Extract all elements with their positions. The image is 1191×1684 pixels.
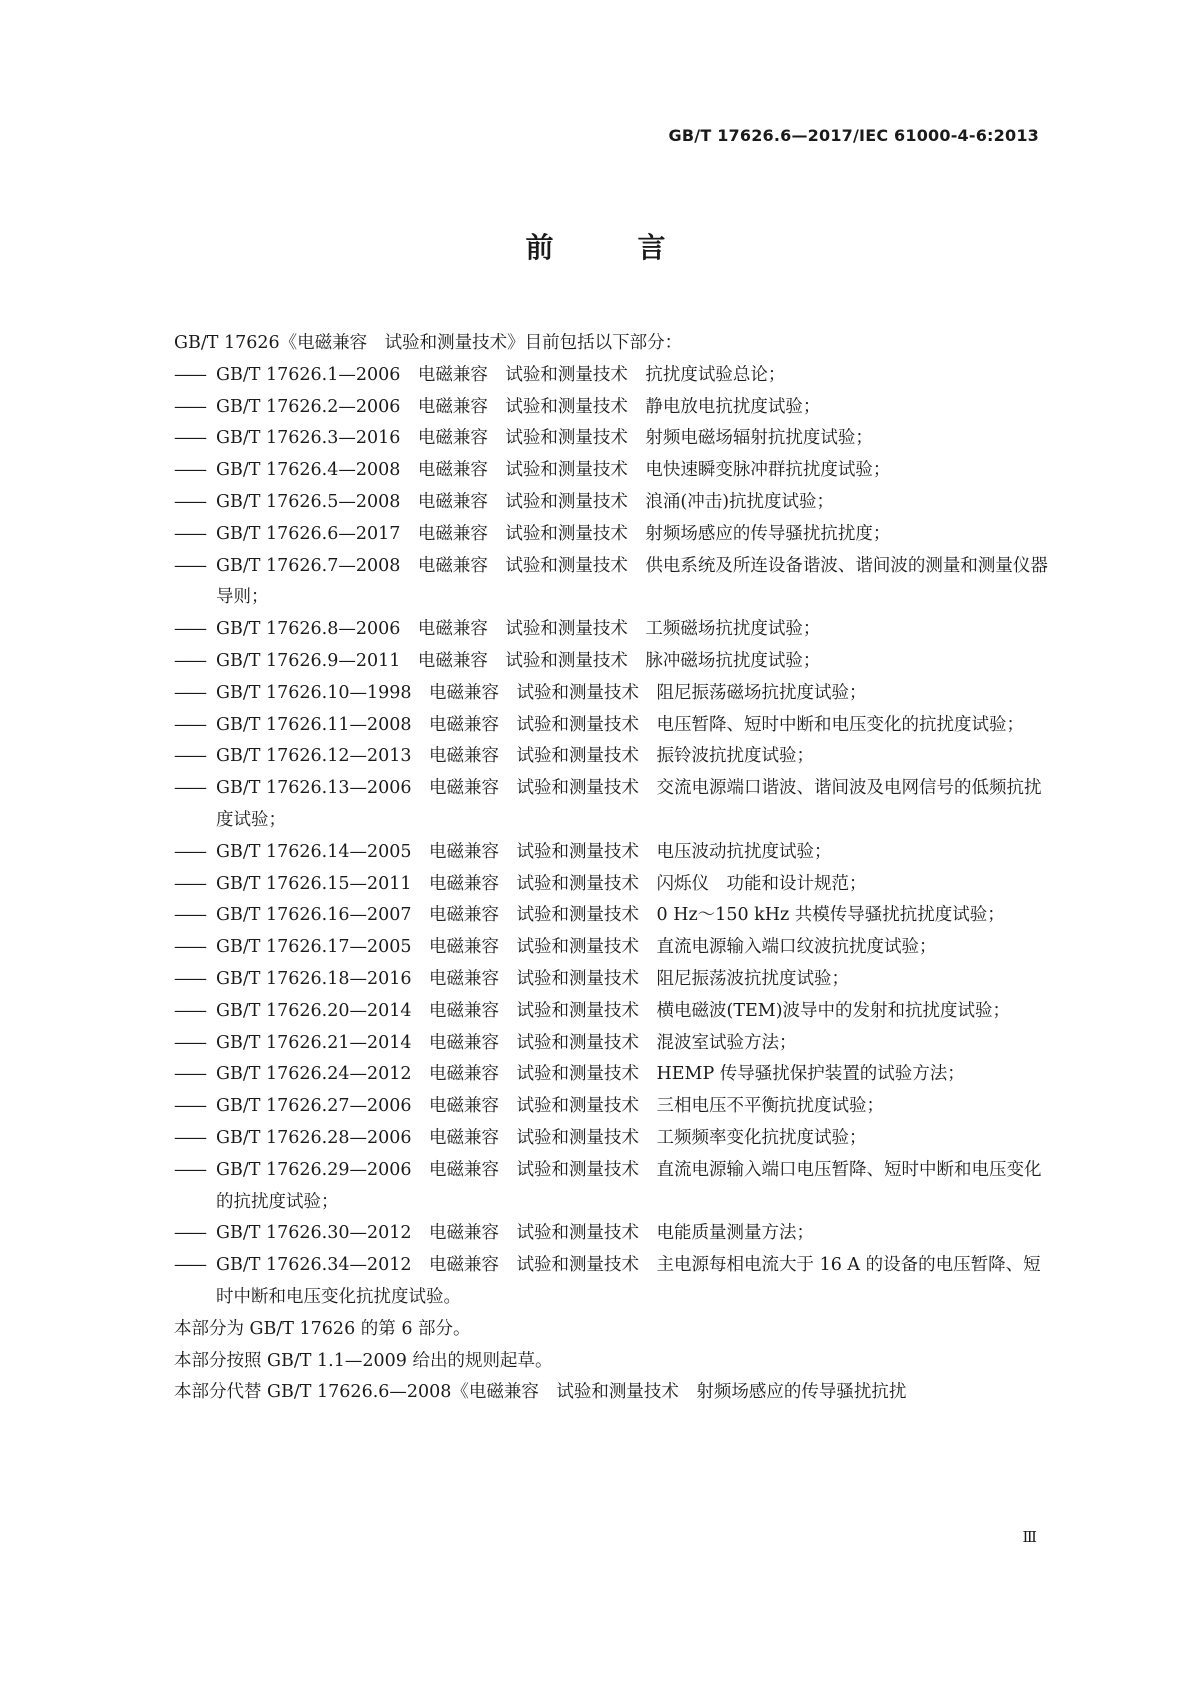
list-item <box>174 487 1050 519</box>
list-item-dash: —— <box>174 555 205 576</box>
closing-paragraph: 本部分为 GB/T 17626 的第 6 部分。 <box>174 1318 471 1339</box>
section-title: 前 言 <box>525 231 694 264</box>
list-item-dash: —— <box>174 460 205 481</box>
list-item-text: GB/T 17626.15—2011 电磁兼容 试验和测量技术 闪烁仪 功能和设计规范； <box>216 873 867 894</box>
list-item <box>174 710 1050 742</box>
list-item-dash: —— <box>174 1096 205 1117</box>
list-item-text: GB/T 17626.16—2007 电磁兼容 试验和测量技术 0 Hz～150 kHz 共模传导骚扰抗扰度试验； <box>216 905 1005 926</box>
list-item <box>174 1218 1050 1250</box>
list-item-dash: —— <box>174 778 205 799</box>
list-item <box>174 392 1050 424</box>
list-item-text: GB/T 17626.11—2008 电磁兼容 试验和测量技术 电压暂降、短时中断和电压变化的抗扰度试验； <box>216 714 1025 735</box>
list-item-dash: —— <box>174 1255 205 1276</box>
list-item-text: GB/T 17626.18—2016 电磁兼容 试验和测量技术 阻尼振荡波抗扰度试验； <box>216 968 850 989</box>
list-item-text: GB/T 17626.17—2005 电磁兼容 试验和测量技术 直流电源输入端口纹波抗扰度试验； <box>216 937 937 958</box>
closing-paragraph: 本部分代替 GB/T 17626.6—2008《电磁兼容 试验和测量技术 射频场感应的传导骚扰抗扰 <box>174 1382 907 1403</box>
list-item-dash: —— <box>174 1032 205 1053</box>
list-item-dash: —— <box>174 714 205 735</box>
list-item <box>174 869 1050 901</box>
list-item <box>174 837 1050 869</box>
list-item-dash: —— <box>174 523 205 544</box>
list-item-text: GB/T 17626.27—2006 电磁兼容 试验和测量技术 三相电压不平衡抗扰度试验； <box>216 1096 885 1117</box>
list-item <box>174 455 1050 487</box>
list-item-text: GB/T 17626.10—1998 电磁兼容 试验和测量技术 阻尼振荡磁场抗扰度试验； <box>216 682 867 703</box>
list-item <box>174 773 1050 837</box>
list-item <box>174 360 1050 392</box>
list-item-dash: —— <box>174 1064 205 1085</box>
closing-paragraph: 本部分按照 GB/T 1.1—2009 给出的规则起草。 <box>174 1350 553 1371</box>
intro-paragraph: GB/T 17626《电磁兼容 试验和测量技术》目前包括以下部分： <box>174 333 683 353</box>
parts-list <box>174 360 1050 1314</box>
list-item <box>174 1091 1050 1123</box>
list-item <box>174 646 1050 678</box>
list-item <box>174 900 1050 932</box>
list-item-dash: —— <box>174 968 205 989</box>
list-item-text: GB/T 17626.5—2008 电磁兼容 试验和测量技术 浪涌(冲击)抗扰度试验； <box>216 491 835 512</box>
list-item-text: GB/T 17626.29—2006 电磁兼容 试验和测量技术 直流电源输入端口电压暂降、短时中断和电压变化的抗扰度试验； <box>216 1159 1042 1212</box>
list-item-text: GB/T 17626.8—2006 电磁兼容 试验和测量技术 工频磁场抗扰度试验； <box>216 619 821 640</box>
list-item-dash: —— <box>174 619 205 640</box>
list-item-dash: —— <box>174 873 205 894</box>
list-item-text: GB/T 17626.9—2011 电磁兼容 试验和测量技术 脉冲磁场抗扰度试验； <box>216 650 821 671</box>
list-item <box>174 1123 1050 1155</box>
list-item <box>174 1059 1050 1091</box>
standard-number-header: GB/T 17626.6—2017/IEC 61000-4-6:2013 <box>668 126 1039 145</box>
list-item-text: GB/T 17626.1—2006 电磁兼容 试验和测量技术 抗扰度试验总论； <box>216 364 786 385</box>
list-item-dash: —— <box>174 1223 205 1244</box>
list-item-text: GB/T 17626.12—2013 电磁兼容 试验和测量技术 振铃波抗扰度试验； <box>216 746 815 767</box>
list-item <box>174 678 1050 710</box>
list-item-dash: —— <box>174 841 205 862</box>
document-body <box>174 328 1050 1409</box>
list-item <box>174 996 1050 1028</box>
list-item <box>174 932 1050 964</box>
list-item <box>174 741 1050 773</box>
list-item <box>174 1250 1050 1314</box>
list-item-dash: —— <box>174 650 205 671</box>
list-item <box>174 519 1050 551</box>
list-item-text: GB/T 17626.2—2006 电磁兼容 试验和测量技术 静电放电抗扰度试验； <box>216 396 821 417</box>
list-item-dash: —— <box>174 1127 205 1148</box>
list-item <box>174 1155 1050 1219</box>
list-item-dash: —— <box>174 905 205 926</box>
list-item-text: GB/T 17626.3—2016 电磁兼容 试验和测量技术 射频电磁场辐射抗扰度试验； <box>216 428 873 449</box>
list-item-dash: —— <box>174 937 205 958</box>
list-item-text: GB/T 17626.7—2008 电磁兼容 试验和测量技术 供电系统及所连设备谐波、谐间波的测量和测量仪器导则； <box>216 555 1048 608</box>
list-item-text: GB/T 17626.28—2006 电磁兼容 试验和测量技术 工频频率变化抗扰度试验； <box>216 1127 867 1148</box>
list-item-text: GB/T 17626.13—2006 电磁兼容 试验和测量技术 交流电源端口谐波、谐间波及电网信号的低频抗扰度试验； <box>216 778 1042 830</box>
list-item-dash: —— <box>174 1000 205 1021</box>
list-item-text: GB/T 17626.21—2014 电磁兼容 试验和测量技术 混波室试验方法； <box>216 1032 797 1053</box>
list-item-text: GB/T 17626.34—2012 电磁兼容 试验和测量技术 主电源每相电流大于 16 A 的设备的电压暂降、短时中断和电压变化抗扰度试验。 <box>216 1255 1041 1307</box>
list-item <box>174 1028 1050 1060</box>
list-item-text: GB/T 17626.4—2008 电磁兼容 试验和测量技术 电快速瞬变脉冲群抗扰度试验； <box>216 460 891 481</box>
list-item-text: GB/T 17626.14—2005 电磁兼容 试验和测量技术 电压波动抗扰度试验； <box>216 841 832 862</box>
list-item-text: GB/T 17626.20—2014 电磁兼容 试验和测量技术 横电磁波(TEM)波导中的发射和抗扰度试验； <box>216 1000 1011 1021</box>
list-item-dash: —— <box>174 682 205 703</box>
list-item-text: GB/T 17626.30—2012 电磁兼容 试验和测量技术 电能质量测量方法； <box>216 1223 815 1244</box>
list-item-text: GB/T 17626.24—2012 电磁兼容 试验和测量技术 HEMP 传导骚扰保护装置的试验方法； <box>216 1064 965 1085</box>
list-item-dash: —— <box>174 746 205 767</box>
closing-paragraphs <box>174 1314 1050 1409</box>
list-item-dash: —— <box>174 1159 205 1180</box>
list-item <box>174 551 1050 615</box>
list-item-dash: —— <box>174 428 205 449</box>
list-item <box>174 614 1050 646</box>
list-item-text: GB/T 17626.6—2017 电磁兼容 试验和测量技术 射频场感应的传导骚扰抗扰度； <box>216 523 891 544</box>
list-item-dash: —— <box>174 364 205 385</box>
list-item <box>174 423 1050 455</box>
list-item-dash: —— <box>174 396 205 417</box>
list-item <box>174 964 1050 996</box>
list-item-dash: —— <box>174 491 205 512</box>
page-number: Ⅲ <box>1022 1528 1037 1546</box>
